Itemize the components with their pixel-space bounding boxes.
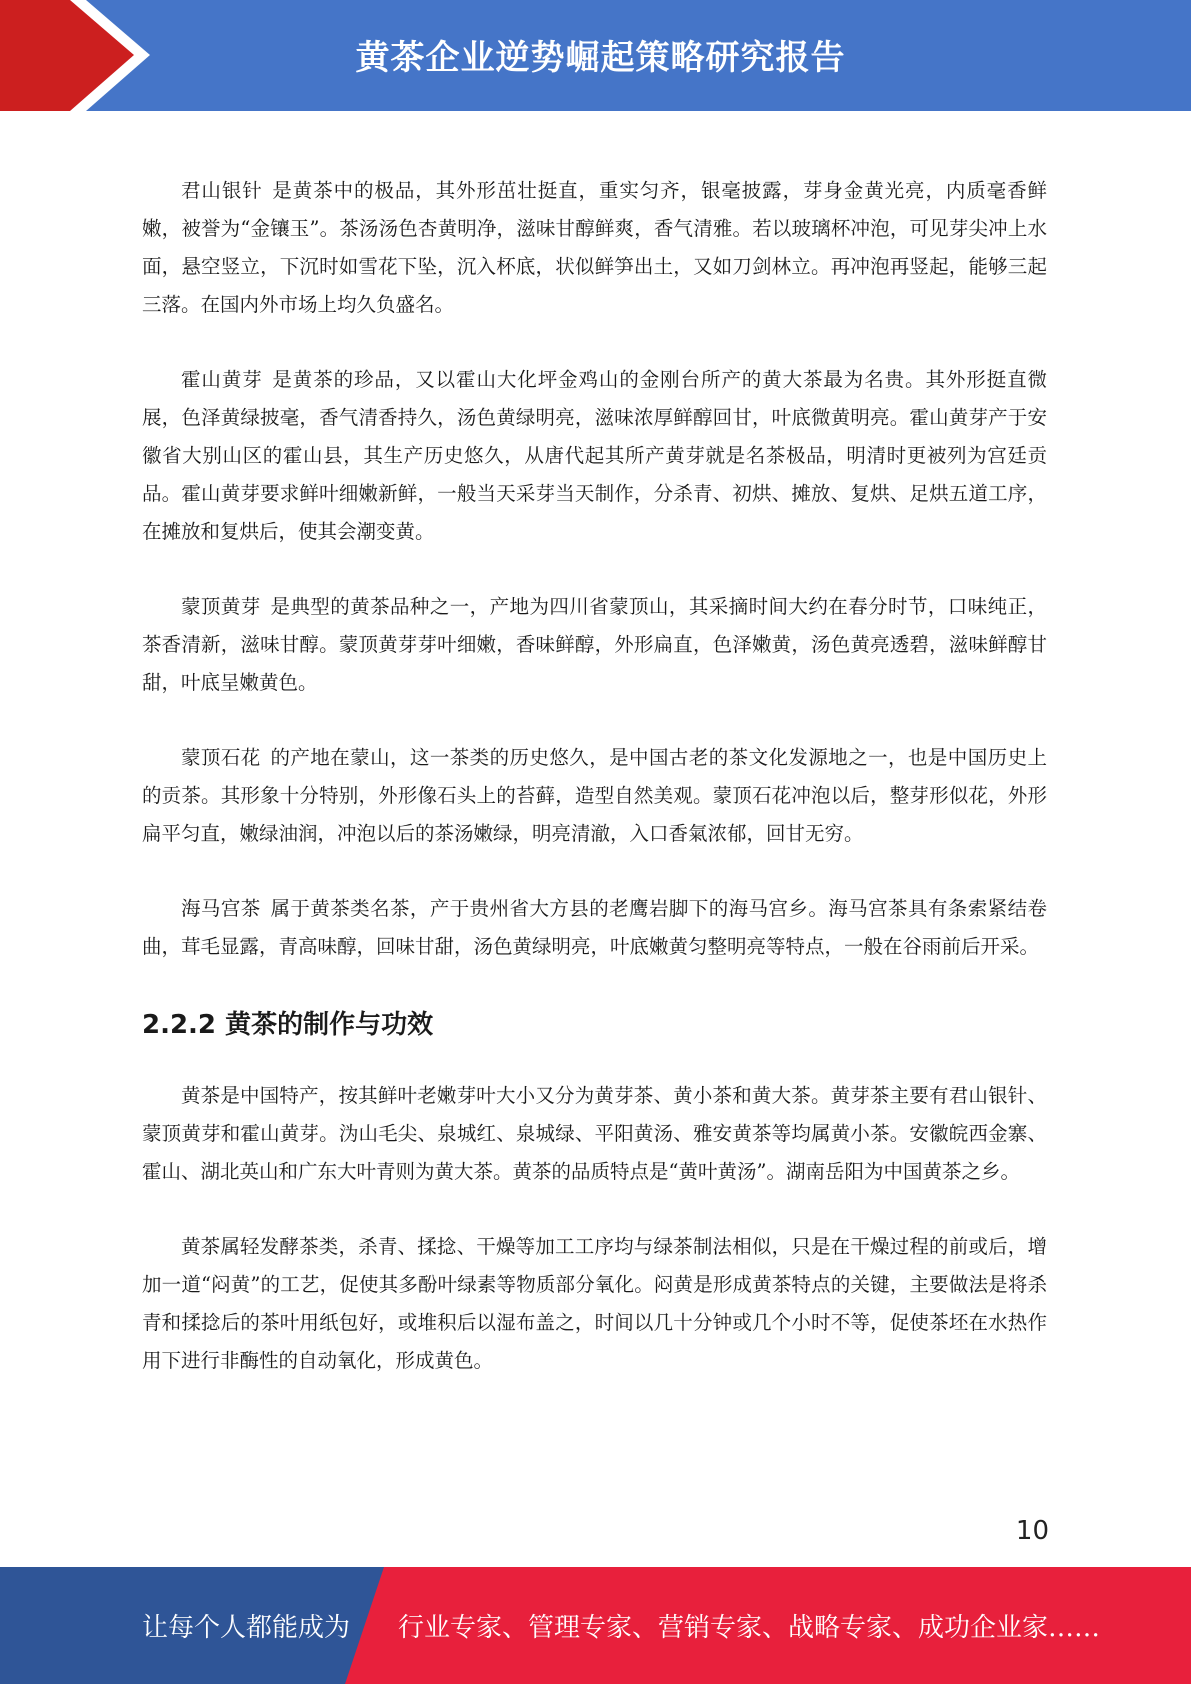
paragraph-yellow-tea-process: 黄茶属轻发酵茶类，杀青、揉捻、干燥等加工工序均与绿茶制法相似，只是在干燥过程的前或后，增加一道“闷黄”的工艺，促使其多酚叶绿素等物质部分氧化。闷黄是形成黄茶特点的关键，主要做法是将杀青和揉捻后的茶叶用纸包好，或堆积后以湿布盖之，时间以几十分钟或几个小时不等，促使茶坯在水热作用下进行非酶性的自动氧化，形成黄色。 <box>142 1235 1047 1372</box>
paragraph-junshan-yinzhen <box>142 172 1047 324</box>
tea-name: 蒙顶石花 <box>181 746 261 769</box>
paragraph-text: 属于黄茶类名茶，产于贵州省大方县的老鹰岩脚下的海马宫乡。海马宫茶具有条索紧结卷曲，茸毛显露，青高味醇，回味甘甜，汤色黄绿明亮，叶底嫩黄匀整明亮等特点，一般在谷雨前后开采。 <box>142 897 1047 958</box>
footer-slogan-left: 让每个人都能成为 <box>142 1613 351 1643</box>
tea-name: 海马宫茶 <box>181 897 261 920</box>
footer-bar <box>0 1567 1191 1684</box>
page-number: 10 <box>1015 1516 1049 1546</box>
paragraph-text: 是典型的黄茶品种之一，产地为四川省蒙顶山，其采摘时间大约在春分时节，口味纯正，茶香清新，滋味甘醇。蒙顶黄芽芽叶细嫩，香味鲜醇，外形扁直，色泽嫩黄，汤色黄亮透碧，滋味鲜醇甘甜，叶底呈嫩黄色。 <box>142 595 1047 694</box>
paragraph-text: 是黄茶中的极品，其外形茁壮挺直，重实匀齐，银毫披露，芽身金黄光亮，内质毫香鲜嫩，被誉为“金镶玉”。茶汤汤色杏黄明净，滋味甘醇鲜爽，香气清雅。若以玻璃杯冲泡，可见芽尖冲上水面，悬空竖立，下沉时如雪花下坠，沉入杯底，状似鲜笋出土，又如刀剑林立。再冲泡再竖起，能够三起三落。在国内外市场上均久负盛名。 <box>142 179 1047 316</box>
tea-name: 霍山黄芽 <box>181 368 263 391</box>
paragraph-huoshan-huangya <box>142 361 1047 551</box>
paragraph-text: 是黄茶的珍品，又以霍山大化坪金鸡山的金刚台所产的黄大茶最为名贵。其外形挺直微展，色泽黄绿披毫，香气清香持久，汤色黄绿明亮，滋味浓厚鲜醇回甘，叶底微黄明亮。霍山黄芽产于安徽省大别山区的霍山县，其生产历史悠久，从唐代起其所产黄芽就是名茶极品，明清时更被列为宫廷贡品。霍山黄芽要求鲜叶细嫩新鲜，一般当天采芽当天制作，分杀青、初烘、摊放、复烘、足烘五道工序，在摊放和复烘后，使其会潮变黄。 <box>142 368 1047 543</box>
paragraph-text: 的产地在蒙山，这一茶类的历史悠久，是中国古老的茶文化发源地之一，也是中国历史上的贡茶。其形象十分特别，外形像石头上的苔藓，造型自然美观。蒙顶石花冲泡以后，整芽形似花，外形扁平匀直，嫩绿油润，冲泡以后的茶汤嫩绿，明亮清澈，入口香氣浓郁，回甘无穷。 <box>142 746 1047 845</box>
section-heading: 2.2.2 黄茶的制作与功效 <box>142 1010 434 1040</box>
document-title: 黄茶企业逆势崛起策略研究报告 <box>355 37 846 78</box>
footer-slogan-right: 行业专家、管理专家、营销专家、战略专家、成功企业家…… <box>398 1613 1101 1643</box>
tea-name: 君山银针 <box>181 179 263 202</box>
header-bar <box>0 0 1191 111</box>
tea-name: 蒙顶黄芽 <box>181 595 261 618</box>
paragraph-yellow-tea-classes: 黄茶是中国特产，按其鲜叶老嫩芽叶大小又分为黄芽茶、黄小茶和黄大茶。黄芽茶主要有君山银针、蒙顶黄芽和霍山黄芽。沩山毛尖、泉城红、泉城绿、平阳黄汤、雅安黄茶等均属黄小茶。安徽皖西金寨、霍山、湖北英山和广东大叶青则为黄大茶。黄茶的品质特点是“黄叶黄汤”。湖南岳阳为中国黄茶之乡。 <box>142 1084 1047 1183</box>
paragraph-mengding-huangya <box>142 588 1047 702</box>
paragraph-haimagong-cha <box>142 890 1047 966</box>
report-body <box>142 172 1047 1417</box>
paragraph-mengding-shihua <box>142 739 1047 853</box>
